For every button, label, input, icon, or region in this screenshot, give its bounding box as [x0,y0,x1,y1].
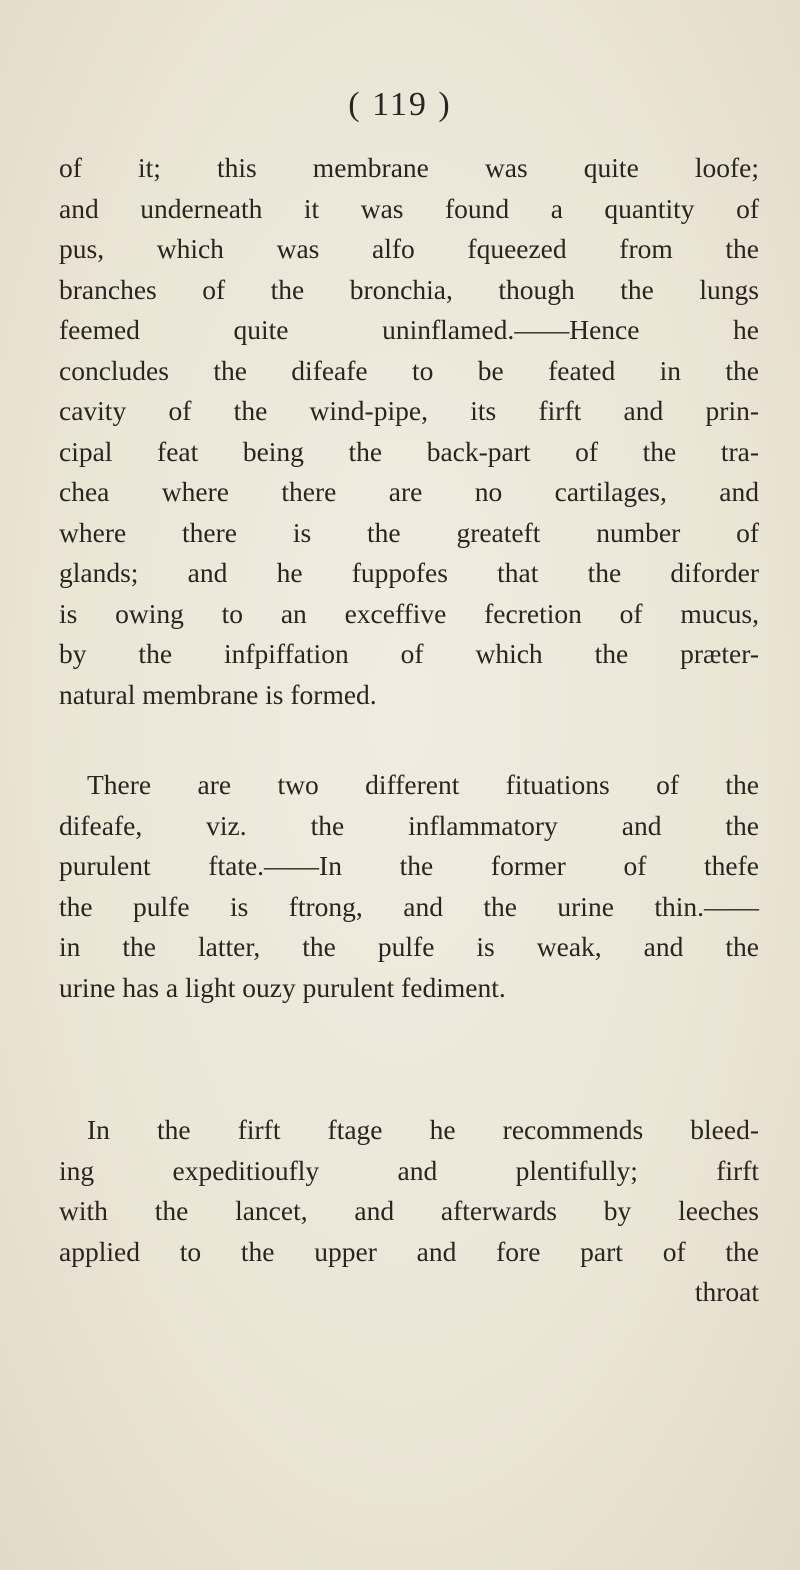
text-line: difeafe, viz. the inflammatory and the [59,809,759,841]
text-line: cavity of the wind-pipe, its firft and prin- [59,395,759,426]
text-line: cipal feat being the back-part of the tra- [59,435,759,467]
text-line: by the infpiffation of which the præter- [59,638,759,669]
text-line: pus, which was alfo fqueezed from the [59,233,759,264]
catchword: throat [694,1276,759,1307]
page-number: ( 119 ) [348,86,452,123]
paragraph-2 [59,765,759,1008]
text-line: natural membrane is formed. [59,678,377,710]
text-line: In the firft ftage he recommends bleed- [87,1114,759,1145]
text-line: where there is the greateft number of [59,516,759,548]
text-line: branches of the bronchia, though the lungs [59,273,759,305]
text-line: in the latter, the pulfe is weak, and the [59,931,759,962]
text-line: glands; and he fuppofes that the diforder [59,557,759,588]
text-line: with the lancet, and afterwards by leeches [59,1195,759,1226]
text-line: applied to the upper and fore part of the [59,1235,759,1267]
text-line: chea where there are no cartilages, and [59,476,759,507]
text-line: ing expeditioufly and plentifully; firft [59,1154,759,1186]
text-line: feemed quite uninflamed.——Hence he [59,314,759,345]
text-line: There are two different fituations of the [87,769,759,800]
text-line: and underneath it was found a quantity of [59,192,759,224]
text-line: concludes the difeafe to be feated in the [59,354,759,386]
text-line: the pulfe is ftrong, and the urine thin.—— [59,890,759,922]
text-line: purulent ftate.——In the former of thefe [59,850,759,881]
text-line: is owing to an exceffive fecretion of mucus, [59,597,759,629]
text-line: of it; this membrane was quite loofe; [59,152,759,183]
paragraph-3 [59,1110,759,1313]
paragraph-1 [59,148,759,715]
text-line: urine has a light ouzy purulent fediment. [59,971,506,1003]
